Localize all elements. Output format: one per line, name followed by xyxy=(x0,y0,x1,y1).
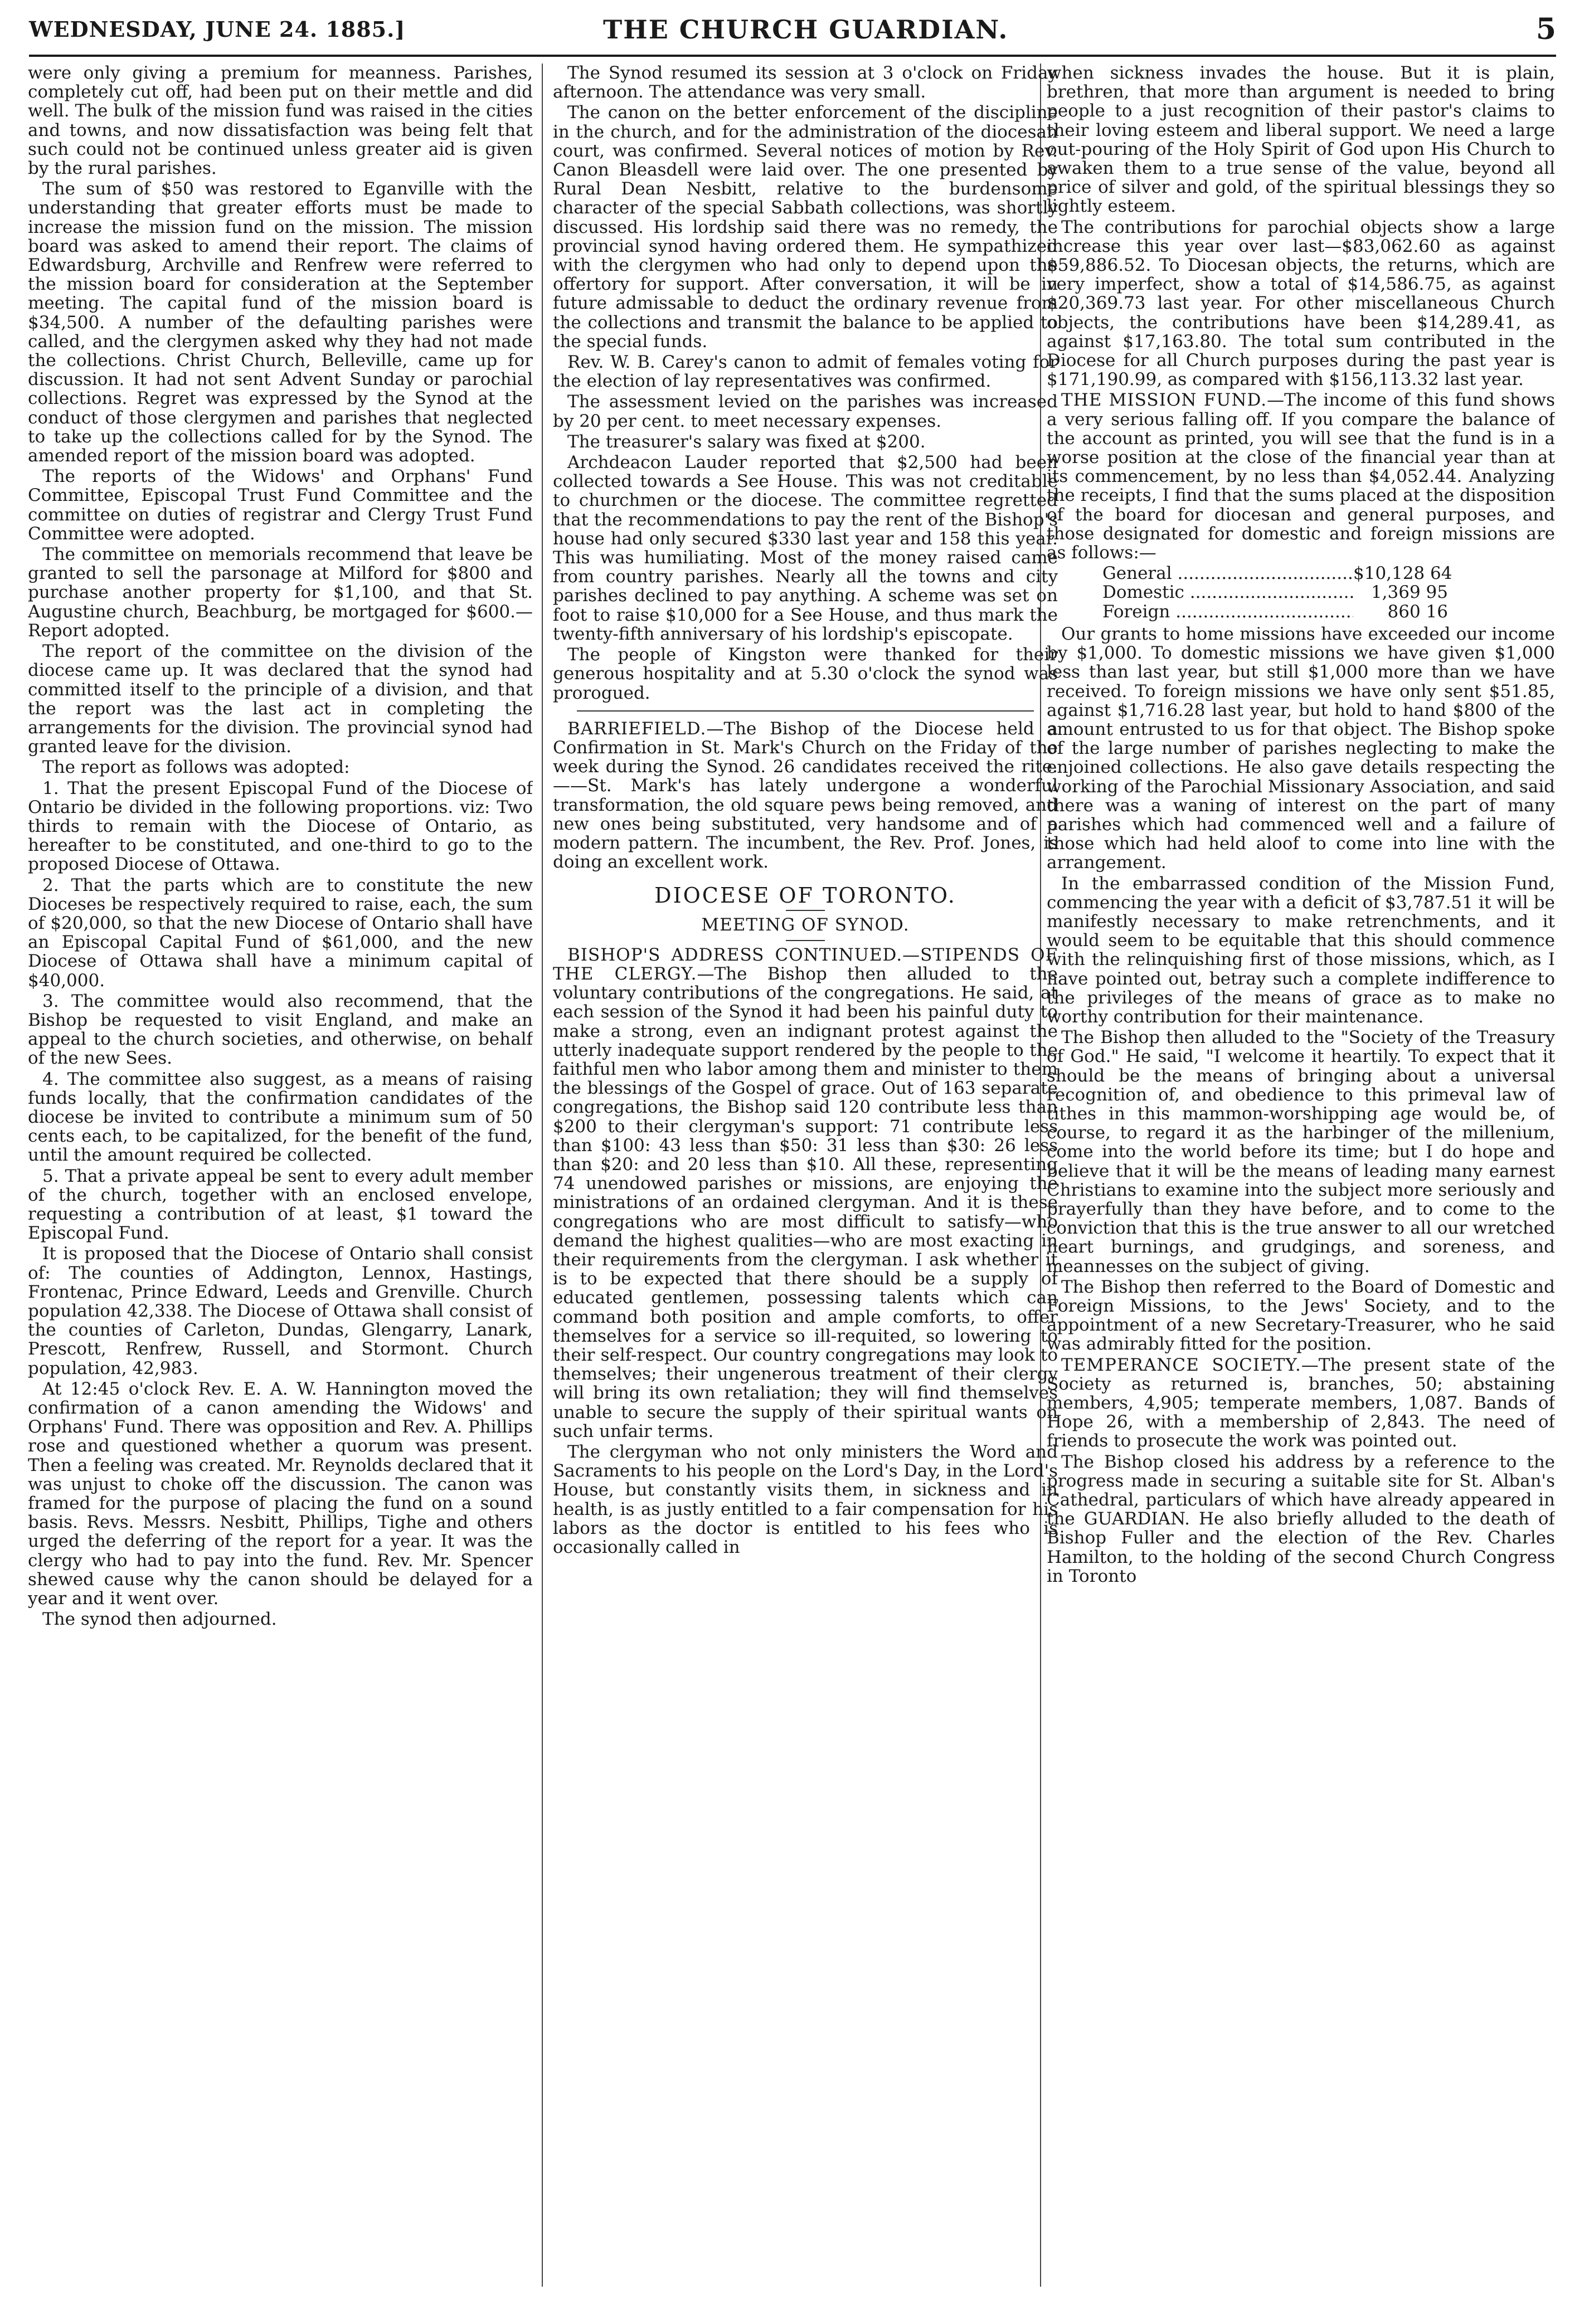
paragraph: The assessment levied on the parishes was increased by 20 per cent. to meet necessary expenses. xyxy=(553,392,1058,431)
bishops-address xyxy=(553,946,1058,1441)
paragraph: Rev. W. B. Carey's canon to admit of females voting for the election of lay representatives was confirmed. xyxy=(553,352,1058,392)
list-item: 2. That the parts which are to constitute the new Dioceses be respectively required to raise, each, the sum of $20,000, so that the new Diocese of Ontario shall have an Episcopal Capital Fund of $61,000, and the new Diocese of Ottawa shall have a minimum capital of $40,000. xyxy=(28,875,533,991)
run-in-heading: TEMPERANCE SOCIETY. xyxy=(1061,1355,1301,1375)
temperance-paragraph xyxy=(1047,1356,1555,1451)
paragraph: The Bishop then alluded to the "Society of the Treasury of God." He said, "I welcome it heartily. To expect that it should be the means of bringing about a universal recognition of, and obedience to this primeval law of tithes in this mammon-worshipping age would be, of course, to regard it as the harbinger of the millenium, come into the world before its time; but I do hope and believe that it will be the means of leading many earnest Christians to examine into the subject more seriously and prayerfully than they have before, and to come to the conviction that this is the true answer to all our wretched heart burnings, and grudgings, and soreness, and meannesses on the subject of giving. xyxy=(1047,1027,1555,1277)
column-3 xyxy=(1047,64,1555,2287)
paragraph: The treasurer's salary was fixed at $200. xyxy=(567,431,926,452)
column-divider-1 xyxy=(542,64,543,2287)
paragraph: The committee on memorials recommend that leave be granted to sell the parsonage at Milford for $800 and purchase another property for $1,100, and that St. Augustine church, Beachburg, be mortgaged for $600.—Report adopted. xyxy=(28,544,533,641)
run-in-heading: BARRIEFIELD. xyxy=(567,718,707,739)
newspaper-title: THE CHURCH GUARDIAN. xyxy=(603,14,1009,45)
paragraph: It is proposed that the Diocese of Ontario shall consist of: The counties of Addington, Lennox, Hastings, Frontenac, Prince Edward, Leeds and Grenville. Church population 42,338. The Diocese of Ottawa shall consist of the counties of Carleton, Dundas, Glengarry, Lanark, Prescott, Renfrew, Russell, and Stormont. Church population, 42,983. xyxy=(28,1244,533,1378)
header-rule xyxy=(29,55,1556,57)
paragraph: At 12:45 o'clock Rev. E. A. W. Hannington moved the confirmation of a canon amending the Widows' and Orphans' Fund. There was opposition and Rev. A. Phillips rose and questioned whether a quorum was present. Then a feeling was created. Mr. Reynolds declared that it was unjust to choke off the discussion. The canon was framed for the purpose of placing the fund on a sound basis. Revs. Messrs. Nesbitt, Phillips, Tighe and others urged the deferring of the report for a year. It was the clergy who had to pay into the fund. Rev. Mr. Spencer shewed cause why the canon should be delayed for a year and it went over. xyxy=(28,1378,533,1609)
paragraph: The contributions for parochial objects show a large increase this year over last—$83,062.60 as against $59,886.52. To Diocesan objects, the returns, which are very imperfect, show a total of $14,586.75, as against $20,369.73 last year. For other miscellaneous Church objects, the contributions have been $14,289.41, as against $17,163.80. The total sum contributed in the Diocese for all Church purposes during the past year is $171,190.99, as compared with $156,113.32 last year. xyxy=(1047,217,1555,390)
list-item: 1. That the present Episcopal Fund of the Diocese of Ontario be divided in the following proportions. viz: Two thirds to remain with the Diocese of Ontario, as hereafter to be constituted, and one-third to go to the proposed Diocese of Ottawa. xyxy=(28,778,533,875)
paragraph: The Bishop then referred to the Board of Domestic and Foreign Missions, to the Jews' Society, and to the appointment of a new Secretary-Treasurer, who he said was admirably fitted for the position. xyxy=(1047,1277,1555,1355)
paragraph: The reports of the Widows' and Orphans' Fund Committee, Episcopal Trust Fund Committee and the committee on duties of registrar and Clergy Trust Fund Committee were adopted. xyxy=(28,466,533,544)
paragraph: The synod then adjourned. xyxy=(42,1609,277,1630)
table-label: Foreign ..... xyxy=(1102,602,1353,621)
column-1 xyxy=(28,64,533,2287)
section-rule xyxy=(577,710,1034,712)
paragraph: Archdeacon Lauder reported that $2,500 had been collected towards a See House. This was not creditable to churchmen or the diocese. The committee regretted that the recommendations to pay the rent of the Bishop's house had only secured $330 last year and 158 this year. This was humiliating. Most of the money raised came from country parishes. Nearly all the towns and city parishes declined to pay anything. A scheme was set on foot to raise $10,000 for a See House, and thus mark the twenty-fifth anniversary of his lordship's episcopate. xyxy=(553,452,1058,644)
table-amount: 1,369 95 xyxy=(1371,582,1448,603)
table-label: Domestic ..... xyxy=(1102,583,1353,602)
table-amount: 860 16 xyxy=(1387,601,1448,622)
paragraph: The clergyman who not only ministers the Word and Sacraments to his people on the Lord's Day, in the Lord's House, but constantly visits them, in sickness and in health, is as justly entitled to a fair compensation for his labors as the doctor is entitled to his fees who is occasionally called in xyxy=(553,1442,1058,1558)
run-in-heading: THE MISSION FUND. xyxy=(1061,390,1267,411)
news-item-body: —The Bishop of the Diocese held a Confirmation in St. Mark's Church on the Friday of the week during the Synod. 26 candidates received the rite.——St. Mark's has lately undergone a wonderful transformation, the old square pews being removed, and new ones being substituted, very handsome and of a modern pattern. The incumbent, the Rev. Prof. Jones, is doing an excellent work. xyxy=(553,718,1058,873)
title-rule xyxy=(786,910,825,911)
page-number: 5 xyxy=(1535,12,1556,46)
paragraph: The report as follows was adopted: xyxy=(42,757,350,778)
run-in-heading: BISHOP'S ADDRESS CONTINUED.—STIPENDS OF THE CLERGY. xyxy=(553,944,1058,984)
paragraph: The report of the committee on the division of the diocese came up. It was declared that the synod had committed itself to the principle of a division, and that the report was the last act in completing the arrangements for the division. The provincial synod had granted leave for the division. xyxy=(28,641,533,757)
paragraph: were only giving a premium for meanness. Parishes, completely cut off, had been put on their mettle and did well. The bulk of the mission fund was raised in the cities and towns, and now dissatisfaction was being felt that such could not be continued unless greater aid is given by the rural parishes. xyxy=(28,64,533,179)
paragraph: The people of Kingston were thanked for their generous hospitality and at 5.30 o'clock the synod was prorogued. xyxy=(553,645,1058,703)
list-item: 4. The committee also suggest, as a means of raising funds locally, that the confirmation candidates of the diocese be invited to contribute a minimum sum of 50 cents each, to be capitalized, for the benefit of the fund, until the amount required be collected. xyxy=(28,1069,533,1166)
section-title: DIOCESE OF TORONTO. xyxy=(654,883,956,908)
mission-fund-paragraph xyxy=(1047,391,1555,562)
address-body: —The Bishop then alluded to the voluntary contributions of the congregations. He said, at each session of the Synod it had been his painful duty to make a strong, even an indignant protest against the utterly inadequate support rendered by the people to the faithful men who labor among them and minister to them the blessings of the Gospel of grace. Out of 163 separate congregations, the Bishop said 120 contribute less than $200 to their clergyman's support: 71 contribute less than $100: 43 less than $50: 31 less than $30: 26 less than $20: and 20 less than $10. All these, representing 74 unendowed parishes or missions, are enjoying the ministrations of an ordained clergyman. And it is these congregations who are most difficult to satisfy—who demand the highest qualities—who are most exacting in their requirements from the clergyman. I ask whether it is to be expected that there should be a supply of educated gentlemen, possessing talents which can command both position and ample comforts, to offer themselves for a service so ill-requited, so lowering to their self-respect. Our country congregations may look to themselves; their ungenerous treatment of their clergy will bring its own retaliation; they will find themselves unable to secure the supply of their spiritual wants on such unfair terms. xyxy=(553,963,1058,1441)
table-row xyxy=(1102,602,1448,621)
paragraph: The Bishop closed his address by a reference to the progress made in securing a suitable site for St. Alban's Cathedral, particulars of which have already appeared in the GUARDIAN. He also briefly alluded to the death of Bishop Fuller and the election of the Rev. Charles Hamilton, to the holding of the second Church Congress in Toronto xyxy=(1047,1451,1555,1586)
page-header xyxy=(29,10,1556,53)
table-row xyxy=(1102,563,1452,584)
paragraph: The sum of $50 was restored to Eganville with the understanding that greater efforts must be made to increase the mission fund on the mission. The mission board was asked to amend their report. The claims of Edwardsburg, Archville and Renfrew were referred to the mission board for consideration at the September meeting. The capital fund of the mission board is $34,500. A number of the defaulting parishes were called, and the clergymen asked why they had not made the collections. Christ Church, Belleville, came up for discussion. It had not sent Advent Sunday or parochial collections. Regret was expressed by the Synod at the conduct of those clergymen and parishes that neglected to take up the collections called for by the Synod. The amended report of the mission board was adopted. xyxy=(28,179,533,466)
paragraph: The Synod resumed its session at 3 o'clock on Friday afternoon. The attendance was very small. xyxy=(553,64,1058,103)
table-amount: $10,128 64 xyxy=(1353,563,1452,584)
section-subtitle: MEETING OF SYNOD. xyxy=(701,914,910,935)
table-row xyxy=(1102,583,1448,602)
table-label: General ..... xyxy=(1102,564,1353,583)
news-item-barriefield xyxy=(553,719,1058,872)
column-2 xyxy=(553,64,1058,2287)
list-item: 3. The committee would also recommend, that the Bishop be requested to visit England, and make an appeal to the church societies, and otherwise, on behalf of the new Sees. xyxy=(28,991,533,1069)
mission-fund-body: —The income of this fund shows a very serious falling off. If you compare the balance of the account as printed, you will see that the fund is in a worse position at the close of the financial year than at its commencement, by no less than $4,052.44. Analyzing the receipts, I find that the sums placed at the disposition of the board for diocesan and general purposes, and those designated for domestic and foreign missions are as follows:— xyxy=(1047,390,1555,563)
subtitle-rule xyxy=(786,940,825,941)
paragraph: The canon on the better enforcement of the discipline in the church, and for the administration of the diocesan court, was confirmed. Several notices of motion by Rev. Canon Bleasdell were laid over. The one presented by Rural Dean Nesbitt, relative to the burdensome character of the special Sabbath collections, was shortly discussed. His lordship said there was no remedy, the provincial synod having ordered them. He sympathized with the clergymen who had only to depend upon the offertory for support. After conversation, it will be in future admissable to deduct the ordinary revenue from the collections and transmit the balance to be applied to the special funds. xyxy=(553,103,1058,352)
temperance-body: —The present state of the Society as returned is, branches, 50; abstaining members, 4,905; temperate members, 1,087. Bands of Hope 26, with a membership of 2,843. The need of friends to prosecute the work was pointed out. xyxy=(1047,1355,1555,1451)
mission-fund-table xyxy=(1102,564,1555,621)
paragraph: when sickness invades the house. But it is plain, brethren, that more than argument is needed to bring people to a just recognition of their pastor's claims to their loving esteem and liberal support. We need a large out-pouring of the Holy Spirit of God upon His Church to awaken them to a true sense of the value, beyond all price of silver and gold, of the spiritual blessings they so lightly esteem. xyxy=(1047,64,1555,217)
issue-date: WEDNESDAY, JUNE 24. 1885.] xyxy=(29,17,406,42)
paragraph: Our grants to home missions have exceeded our income by $1,000. To domestic missions we have given $1,000 less than last year, but still $1,000 more than we have received. To foreign missions we have only sent $51.85, against $1,716.28 last year, but hold to hand $800 of the amount entrusted to us for that object. The Bishop spoke of the large number of parishes neglecting to make the enjoined collections. He also gave details respecting the working of the Parochial Missionary Association, and said there was a waning of interest on the part of many parishes which had commenced well and a failure of those which had held aloof to come into line with the arrangement. xyxy=(1047,623,1555,873)
paragraph: In the embarrassed condition of the Mission Fund, commencing the year with a deficit of $3,787.51 it will be manifestly necessary to make retrenchments, and it would seem to be equitable that this should commence with the relinquishing first of those missions, which, as I have pointed out, betray such a complete indifference to the privileges of the means of grace as to make no worthy contribution for their maintenance. xyxy=(1047,873,1555,1027)
list-item: 5. That a private appeal be sent to every adult member of the church, together with an enclosed envelope, requesting a contribution of at least, $1 toward the Episcopal Fund. xyxy=(28,1166,533,1244)
